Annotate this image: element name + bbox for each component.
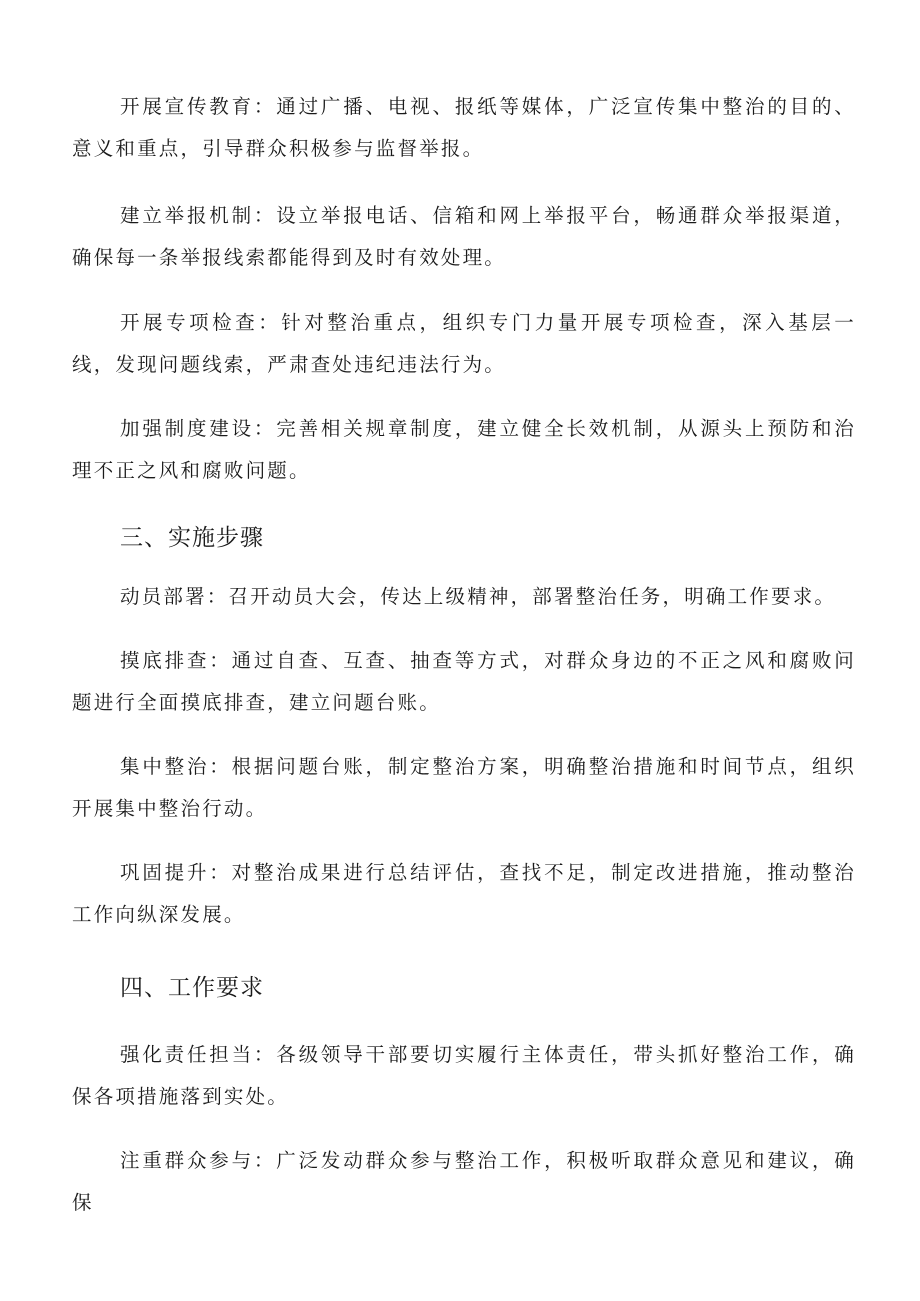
section-heading-work-requirements: 四、工作要求 — [120, 975, 264, 1001]
paragraph-responsibility: 强化责任担当：各级领导干部要切实履行主体责任，带头抓好整治工作，确保各项措施落到实处。 — [72, 1043, 856, 1108]
paragraph-special-inspection: 开展专项检查：针对整治重点，组织专门力量开展专项检查，深入基层一线，发现问题线索，严肃查处违纪违法行为。 — [72, 311, 856, 376]
paragraph-publicity-education: 开展宣传教育：通过广播、电视、报纸等媒体，广泛宣传集中整治的目的、意义和重点，引导群众积极参与监督举报。 — [72, 95, 856, 160]
paragraph-system-building: 加强制度建设：完善相关规章制度，建立健全长效机制，从源头上预防和治理不正之风和腐败问题。 — [72, 417, 856, 482]
paragraph-reporting-mechanism: 建立举报机制：设立举报电话、信箱和网上举报平台，畅通群众举报渠道，确保每一条举报线索都能得到及时有效处理。 — [72, 204, 856, 269]
paragraph-mobilization: 动员部署：召开动员大会，传达上级精神，部署整治任务，明确工作要求。 — [120, 585, 837, 608]
section-heading-implementation-steps: 三、实施步骤 — [120, 525, 264, 551]
paragraph-rectification: 集中整治：根据问题台账，制定整治方案，明确整治措施和时间节点，组织开展集中整治行动。 — [72, 755, 856, 820]
paragraph-investigation: 摸底排查：通过自查、互查、抽查等方式，对群众身边的不正之风和腐败问题进行全面摸底排查，建立问题台账。 — [72, 649, 856, 714]
paragraph-public-participation: 注重群众参与：广泛发动群众参与整治工作，积极听取群众意见和建议，确保 — [72, 1149, 856, 1214]
paragraph-consolidation: 巩固提升：对整治成果进行总结评估，查找不足，制定改进措施，推动整治工作向纵深发展。 — [72, 861, 856, 926]
